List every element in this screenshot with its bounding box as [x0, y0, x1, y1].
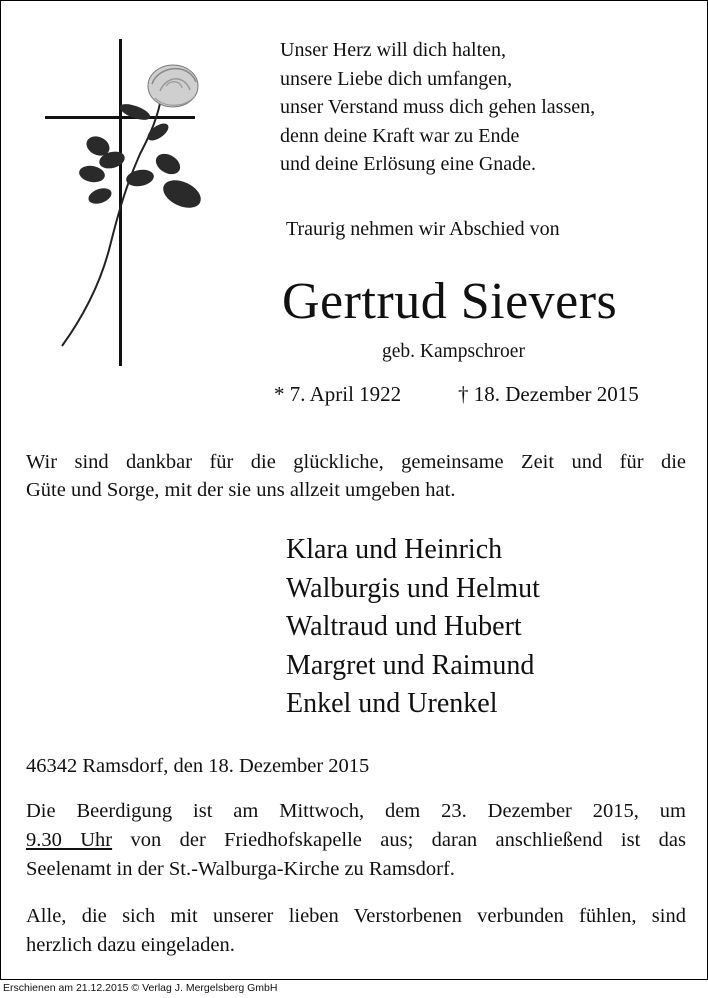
funeral-line-rest: von der Friedhofskapelle aus; daran anschließend ist das — [112, 829, 686, 851]
funeral-line: Die Beerdigung ist am Mittwoch, dem 23. Dezember 2015, um — [26, 800, 686, 822]
publication-footer — [0, 979, 708, 998]
place-and-date: 46342 Ramsdorf, den 18. Dezember 2015 — [26, 755, 370, 777]
funeral-time: 9.30 Uhr — [26, 829, 113, 851]
mourner-entry: Walburgis und Helmut — [286, 572, 540, 604]
poem-line: und deine Erlösung eine Gnade. — [280, 153, 537, 175]
invitation-line: herzlich dazu eingeladen. — [26, 934, 235, 956]
mourners-list — [286, 531, 540, 724]
footer-text: Erschienen am 21.12.2015 © Verlag J. Mergelsberg GmbH — [3, 982, 278, 994]
mourner-entry: Waltraud und Hubert — [286, 611, 522, 642]
farewell-intro: Traurig nehmen wir Abschied von — [286, 218, 560, 240]
maiden-name: geb. Kampschroer — [382, 341, 525, 362]
thanks-paragraph — [26, 449, 686, 504]
funeral-line — [26, 826, 686, 855]
invitation — [26, 902, 686, 960]
thanks-line: Wir sind dankbar für die glückliche, gemeinsame Zeit und für die — [26, 451, 686, 473]
rose-stem — [62, 94, 162, 346]
poem — [280, 36, 595, 179]
funeral-line: Seelenamt in der St.-Walburga-Kirche zu Ramsdorf. — [26, 858, 455, 880]
birth-date: * 7. April 1922 — [274, 382, 402, 406]
mourner-entry: Enkel und Urenkel — [286, 688, 498, 719]
funeral-details — [26, 797, 686, 884]
thanks-line: Güte und Sorge, mit der sie uns allzeit umgeben hat. — [26, 478, 456, 501]
poem-line: unsere Liebe dich umfangen, — [280, 67, 513, 90]
invitation-line: Alle, die sich mit unserer lieben Verstorbenen verbunden fühlen, sind — [26, 905, 686, 927]
poem-line: denn deine Kraft war zu Ende — [280, 124, 520, 147]
mourner-entry: Margret und Raimund — [286, 649, 535, 681]
mourner-entry: Klara und Heinrich — [286, 534, 503, 565]
death-date: † 18. Dezember 2015 — [458, 382, 639, 406]
poem-line: unser Verstand muss dich gehen lassen, — [280, 96, 596, 118]
cross-and-rose-illustration — [40, 36, 210, 366]
poem-line: Unser Herz will dich halten, — [280, 39, 507, 61]
rose-blossom — [148, 65, 198, 107]
deceased-name: Gertrud Sievers — [282, 273, 618, 330]
